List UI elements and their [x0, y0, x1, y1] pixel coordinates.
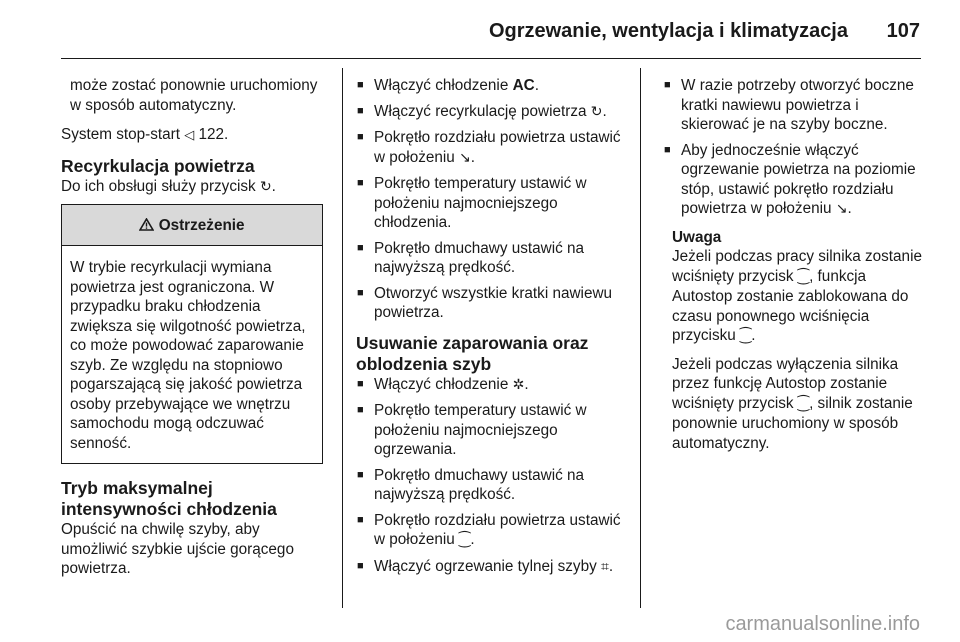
item-end: . [847, 200, 852, 217]
item-text: Włączyć ogrzewanie tylnej szyby [374, 557, 597, 575]
list-item [356, 557, 626, 578]
warning-box [61, 204, 323, 464]
list-item: ■ Pokrętło dmuchawy ustawić na najwyższą prędkość. [356, 239, 626, 278]
list-item: ■ Pokrętło temperatury ustawić w położeniu najmocniejszego chłodzenia. [356, 174, 626, 233]
item-text: Pokrętło rozdziału powietrza ustawić w położeniu [374, 129, 621, 166]
recirculation-intro-end: . [271, 177, 276, 195]
note-text: . [751, 327, 756, 344]
column-divider-1 [342, 68, 343, 608]
defrost-icon: ⁐ [459, 532, 471, 548]
list-item: ■ W razie potrzeby otworzyć boczne kratki nawiewu powietrza i skierować je na szyby boczne. [663, 76, 925, 135]
item-end: . [470, 531, 475, 548]
recirculation-intro-text: Do ich obsługi służy przycisk [61, 177, 256, 195]
reference-label: System stop-start [61, 126, 181, 143]
note-paragraph-1 [672, 247, 925, 347]
defrost-icon: ⁐ [740, 328, 752, 344]
note-title: Uwaga [672, 228, 722, 246]
note-text: Jeżeli podczas pracy silnika zostanie wciśnięty przycisk [672, 248, 922, 285]
rear-window-heater-icon: ⌗ [600, 558, 609, 575]
max-cooling-text: Opuścić na chwilę szyby, aby umożliwić szybkie ujście gorącego powietrza. [61, 521, 294, 577]
recirculation-icon: ↻ [590, 103, 603, 120]
recirculation-icon: ↻ [259, 178, 272, 195]
list-item: ■ Pokrętło dmuchawy ustawić na najwyższą prędkość. [356, 466, 626, 505]
defrost-icon: ⁐ [797, 395, 810, 412]
vent-feet-icon: ↘ [835, 201, 848, 217]
item-text: Włączyć recyrkulację powietrza [374, 102, 587, 120]
note-text: Jeżeli podczas wyłączenia silnika przez funkcję Autostop zostanie wciśnięty przycisk [672, 355, 899, 412]
item-text: Pokrętło rozdziału powietrza ustawić w położeniu [374, 511, 621, 548]
item-text: Aby jednocześnie włączyć ogrzewanie powietrza na poziomie stóp, ustawić pokrętło rozdziału powietrza w położeniu [681, 141, 916, 217]
item-end: . [534, 77, 539, 94]
watermark: carmanualsonline.info [725, 613, 920, 635]
recirculation-heading: Recyrkulacja powietrza [61, 155, 255, 176]
list-item [356, 128, 626, 168]
note-text: , silnik zostanie ponownie uruchomiony w sposób automatyczny. [672, 394, 913, 452]
note-text: , funkcja Autostop zostanie zablokowana do czasu ponownego wciśnięcia przycisku [672, 267, 909, 344]
item-end: . [470, 148, 476, 166]
list-item [663, 141, 925, 220]
warning-title: Ostrzeżenie [158, 217, 245, 234]
page-reference-arrow-icon: ◁ [184, 128, 195, 143]
list-item: ■ Pokrętło temperatury ustawić w położeniu najmocniejszego ogrzewania. [356, 401, 626, 460]
column-3 [663, 76, 925, 453]
header-rule [61, 58, 921, 59]
note-block [663, 228, 925, 454]
recirculation-intro [61, 177, 323, 198]
vent-face-icon: ↘ [459, 149, 471, 166]
item-text: Włączyć chłodzenie [374, 77, 509, 94]
list-item [356, 76, 626, 96]
item-end: . [602, 102, 607, 120]
list-item [356, 102, 626, 123]
item-end: . [524, 375, 529, 393]
warning-header [62, 205, 322, 246]
defog-heading: Usuwanie zaparowania oraz oblodzenia szyb [356, 332, 589, 374]
defrost-icon: ⁐ [797, 268, 810, 285]
reference-page: 122. [198, 126, 229, 143]
list-item [356, 511, 626, 551]
defog-steps-continued [663, 76, 925, 220]
item-end: . [608, 557, 614, 575]
list-item [356, 375, 626, 396]
page-number: 107 [886, 20, 920, 42]
column-2 [356, 76, 626, 583]
page-header-title: Ogrzewanie, wentylacja i klimatyzacja [488, 20, 848, 42]
item-text: Włączyć chłodzenie [374, 375, 509, 393]
warning-text: W trybie recyrkulacji wymiana powietrza jest ograniczona. W przypadku braku chłodzenia zwiększa się wilgotność powietrza, co może powodować zaparowanie szyb. Ze względu na stopniowo pogarszającą się jakość powietrza osoby przebywające we wnętrzu samochodu mogą odczuwać senność. [70, 259, 306, 452]
defog-steps [356, 375, 626, 578]
ac-label: AC [512, 77, 535, 94]
note-paragraph-2 [672, 355, 925, 454]
column-divider-2 [640, 68, 641, 608]
max-cooling-steps [356, 76, 626, 323]
max-cooling-heading: Tryb maksymalnej intensywności chłodzenia [61, 478, 277, 519]
stop-start-reference [61, 125, 323, 146]
list-item: ■ Otworzyć wszystkie kratki nawiewu powietrza. [356, 284, 626, 323]
column-1 [61, 76, 323, 579]
snowflake-icon: ✲ [512, 376, 525, 393]
continued-text: może zostać ponownie uruchomiony w sposób automatyczny. [70, 77, 318, 114]
warning-triangle-icon [139, 217, 154, 234]
